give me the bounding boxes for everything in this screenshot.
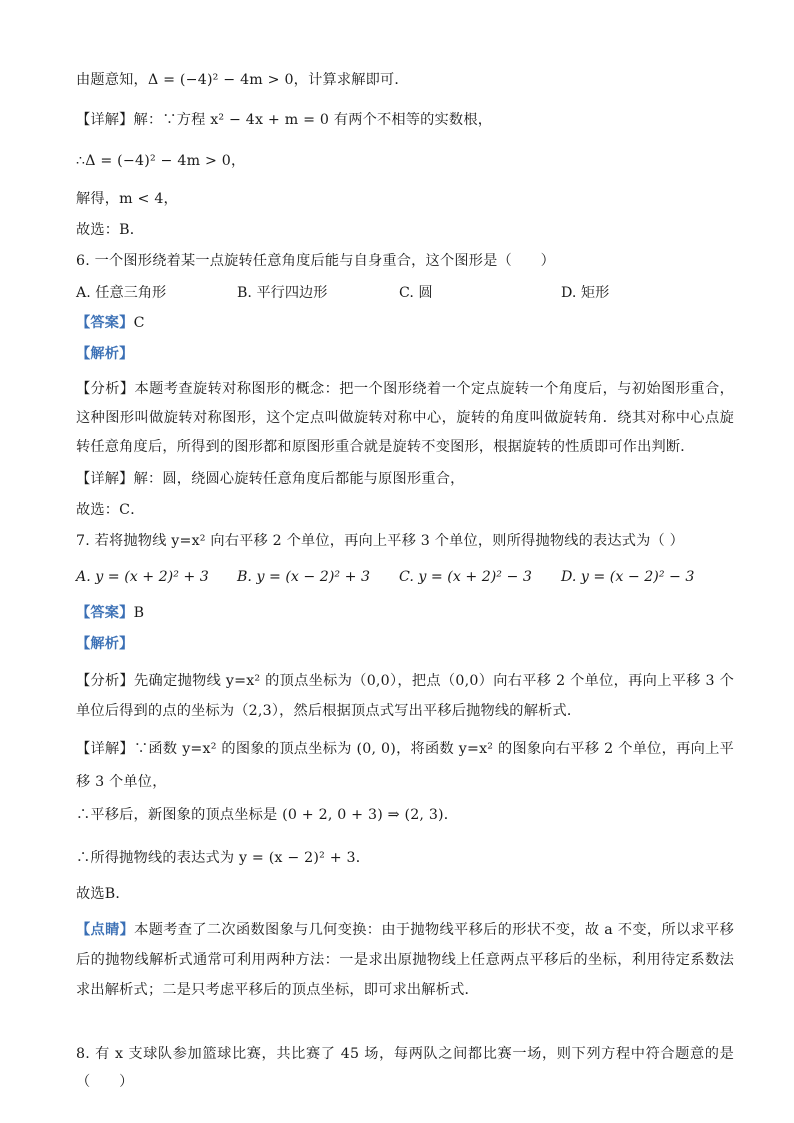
xiangjie-tag: 【详解】 [76,471,134,487]
q7-dianjing-text: 本题考查了二次函数图象与几何变换：由于抛物线平移后的形状不变，故 a 不变，所以求平移后的抛物线解析式通常可利用两种方法：一是求出原抛物线上任意两点平移后的坐标，利用待定系数法求出解析式；二是只考虑平移后的顶点坐标，即可求出解析式． [76,922,734,998]
answer-tag: 【答案】 [76,315,134,331]
choice-line: 故选：B． [76,222,145,238]
q7-answer [76,603,734,623]
q7-dianjing [76,915,734,1005]
q7-xiangjie [76,733,734,799]
q6-fenxi-text: 本题考查旋转对称图形的概念：把一个图形绕着一个定点旋转一个角度后，与初始图形重合，这种图形叫做旋转对称图形，这个定点叫做旋转对称中心，旋转的角度叫做旋转角．绕其对称中心点旋转任意角度后，所得到的图形都和原图形重合就是旋转不变图形，根据旋转的性质即可作出判断． [76,381,734,455]
q7-step-vertex: ∴平移后，新图象的顶点坐标是 (0 + 2, 0 + 3) ⇒ (2, 3)． [76,807,459,823]
q7-fenxi [76,666,734,726]
q6-xiangjie [76,469,734,489]
answer-tag: 【答案】 [76,605,134,621]
q6-option-a: A. 任意三角形 [76,285,167,301]
q6-option-d: D. 矩形 [561,285,610,301]
xiangjie-tag: 【详解】 [76,741,134,757]
fenxi-tag: 【分析】 [76,673,135,689]
q8-stem: 8. 有 x 支球队参加篮球比赛，共比赛了 45 场，每两队之间都比赛一场，则下列方程中符合题意的是（ ） [76,1046,734,1090]
solve-line: 解得，m < 4， [76,191,178,207]
q7-analysis-heading [76,634,734,654]
q6-option-c: C. 圆 [399,285,433,301]
q6-answer-value: C [133,315,145,331]
q6-conclusion: 故选：C． [76,502,145,518]
q7-answer-value: B [133,605,145,621]
q7-option-d: D. y = (x − 2)² − 3 [561,569,695,585]
q7-option-a: A. y = (x + 2)² + 3 [76,569,209,585]
q7-step-expression: ∴所得抛物线的表达式为 y = (x − 2)² + 3． [76,850,371,866]
analysis-tag: 【解析】 [76,346,134,362]
q7-fenxi-text: 先确定抛物线 y=x² 的顶点坐标为（0,0），把点（0,0）向右平移 2 个单位，再向上平移 3 个单位后得到的点的坐标为（2,3），然后根据顶点式写出平移后抛物线的解析式． [76,673,734,719]
q6-analysis-heading [76,344,734,364]
fenxi-tag: 【分析】 [76,381,135,397]
q6-stem: 6. 一个图形绕着某一点旋转任意角度后能与自身重合，这个图形是（ ） [76,253,556,269]
detail-line: 【详解】解：∵方程 x² − 4x + m = 0 有两个不相等的实数根， [76,112,493,128]
q6-xiangjie-text: 解：圆，绕圆心旋转任意角度后都能与原图形重合， [133,471,465,487]
q7-stem: 7. 若将抛物线 y=x² 向右平移 2 个单位，再向上平移 3 个单位，则所得抛物线的表达式为（ ） [76,533,685,549]
delta-line: ∴Δ = (−4)² − 4m > 0， [76,153,246,169]
q7-conclusion: 故选B． [76,886,130,902]
q6-fenxi [76,375,734,462]
q7-xiangjie-text: ∵函数 y=x² 的图象的顶点坐标为 (0, 0)，将函数 y=x² 的图象向右平移 2 个单位，再向上平移 3 个单位， [76,741,734,790]
analysis-tag: 【解析】 [76,636,134,652]
q7-option-b: B. y = (x − 2)² + 3 [237,569,370,585]
q6-option-b: B. 平行四边形 [237,285,328,301]
q6-answer [76,313,734,333]
dianjing-tag: 【点睛】 [76,922,135,938]
q7-option-c: C. y = (x + 2)² − 3 [399,569,532,585]
intro-line: 由题意知，Δ = (−4)² − 4m > 0，计算求解即可． [76,72,409,88]
